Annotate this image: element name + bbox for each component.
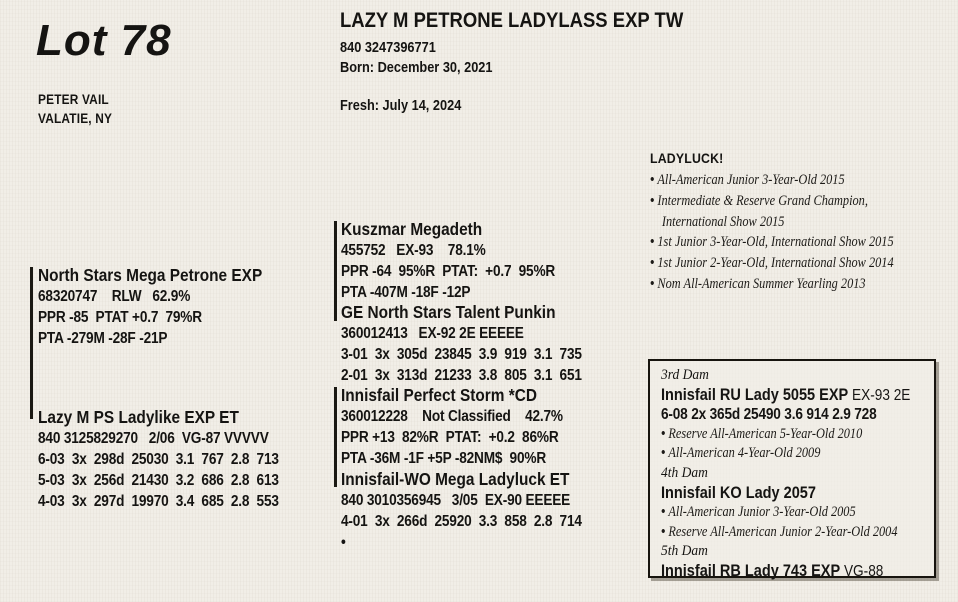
- pedigree-line: 4-03 3x 297d 19970 3.4 685 2.8 553: [38, 493, 279, 510]
- animal-born: Born: December 30, 2021: [340, 60, 493, 76]
- pedigree-dam-block: [38, 407, 312, 512]
- pedigree-line: 6-03 3x 298d 25030 3.1 767 2.8 713: [38, 451, 279, 468]
- animal-fresh: Fresh: July 14, 2024: [340, 98, 462, 114]
- dam-name: Innisfail RU Lady 5055 EXP: [661, 385, 849, 404]
- pedigree-sire-block: [38, 265, 293, 349]
- pedigree-name: Innisfail-WO Mega Ladyluck ET: [341, 469, 570, 489]
- pedigree-line: 360012228 Not Classified 42.7%: [341, 408, 563, 425]
- pedigree-line: 4-01 3x 266d 25920 3.3 858 2.8 714: [341, 513, 582, 530]
- dam-score: VG-88: [843, 562, 884, 580]
- pedigree-line: •: [341, 534, 346, 551]
- pedigree-line: 840 3010356945 3/05 EX-90 EEEEE: [341, 492, 571, 509]
- pedigree-sire-sire-block: [341, 219, 584, 303]
- animal-name: LAZY M PETRONE LADYLASS EXP TW: [340, 9, 684, 32]
- dam-name: Innisfail RB Lady 743 EXP: [661, 561, 841, 580]
- pedigree-dam-sire-block: [341, 385, 593, 469]
- pedigree-line: PPR +13 82%R PTAT: +0.2 86%R: [341, 429, 559, 446]
- dam-award-item: • All-American Junior 3-Year-Old 2005: [661, 503, 893, 523]
- consignor-location: VALATIE, NY: [38, 111, 113, 126]
- lot-number: Lot 78: [36, 16, 172, 65]
- pedigree-name: Lazy M PS Ladylike EXP ET: [38, 407, 239, 427]
- award-item: • 1st Junior 3-Year-Old, International Show 2015: [650, 232, 931, 253]
- pedigree-line: 840 3125829270 2/06 VG-87 VVVVV: [38, 430, 269, 447]
- pedigree-bracket-dam-side: [334, 387, 337, 487]
- pedigree-line: 455752 EX-93 78.1%: [341, 242, 486, 259]
- pedigree-sire-dam-block: [341, 302, 615, 386]
- maternal-line-box: [648, 359, 936, 578]
- award-item: • 1st Junior 2-Year-Old, International Show 2014: [650, 253, 931, 274]
- pedigree-line: PPR -85 PTAT +0.7 79%R: [38, 309, 202, 326]
- dam-label: 5th Dam: [661, 543, 708, 560]
- dam-record: 6-08 2x 365d 25490 3.6 914 2.9 728: [661, 406, 877, 424]
- pedigree-line: PTA -36M -1F +5P -82NM$ 90%R: [341, 450, 546, 467]
- animal-reg-id: 840 3247396771: [340, 40, 436, 56]
- awards-list: [650, 170, 931, 295]
- pedigree-line: PTA -279M -28F -21P: [38, 330, 168, 347]
- pedigree-bracket-parents: [30, 267, 33, 419]
- dam-label: 3rd Dam: [661, 367, 709, 383]
- dam-award-item: • Reserve All-American Junior 2-Year-Old 2004: [661, 523, 893, 543]
- pedigree-line: PTA -407M -18F -12P: [341, 284, 471, 301]
- dam-name-row: [661, 385, 911, 406]
- pedigree-bracket-sire-side: [334, 221, 337, 321]
- dam-name: Innisfail KO Lady 2057: [661, 483, 816, 502]
- dam-score: EX-93 2E: [852, 386, 911, 404]
- awards-block: [650, 150, 958, 295]
- pedigree-line: 2-01 3x 313d 21233 3.8 805 3.1 651: [341, 367, 582, 384]
- pedigree-line: 5-03 3x 256d 21430 3.2 686 2.8 613: [38, 472, 279, 489]
- dam-award-item: • Reserve All-American 5-Year-Old 2010: [661, 425, 893, 445]
- award-item: • Intermediate & Reserve Grand Champion, International Show 2015: [650, 191, 931, 233]
- pedigree-line: 68320747 RLW 62.9%: [38, 288, 191, 305]
- dam-label: 4th Dam: [661, 464, 708, 481]
- pedigree-name: Kuszmar Megadeth: [341, 219, 483, 239]
- animal-header: [340, 8, 730, 116]
- consignor-name: PETER VAIL: [38, 92, 109, 107]
- pedigree-line: 360012413 EX-92 2E EEEEE: [341, 325, 524, 342]
- pedigree-name: Innisfail Perfect Storm *CD: [341, 385, 537, 405]
- pedigree-line: PPR -64 95%R PTAT: +0.7 95%R: [341, 263, 556, 280]
- pedigree-name: GE North Stars Talent Punkin: [341, 302, 556, 322]
- dam-award-item: • All-American 4-Year-Old 2009: [661, 444, 893, 464]
- awards-title: LADYLUCK!: [650, 150, 724, 166]
- consignor-block: [38, 90, 122, 128]
- pedigree-name: North Stars Mega Petrone EXP: [38, 265, 263, 285]
- award-item: • All-American Junior 3-Year-Old 2015: [650, 170, 931, 191]
- award-item: • Nom All-American Summer Yearling 2013: [650, 274, 931, 295]
- pedigree-dam-dam-block: [341, 469, 615, 553]
- pedigree-line: 3-01 3x 305d 23845 3.9 919 3.1 735: [341, 346, 582, 363]
